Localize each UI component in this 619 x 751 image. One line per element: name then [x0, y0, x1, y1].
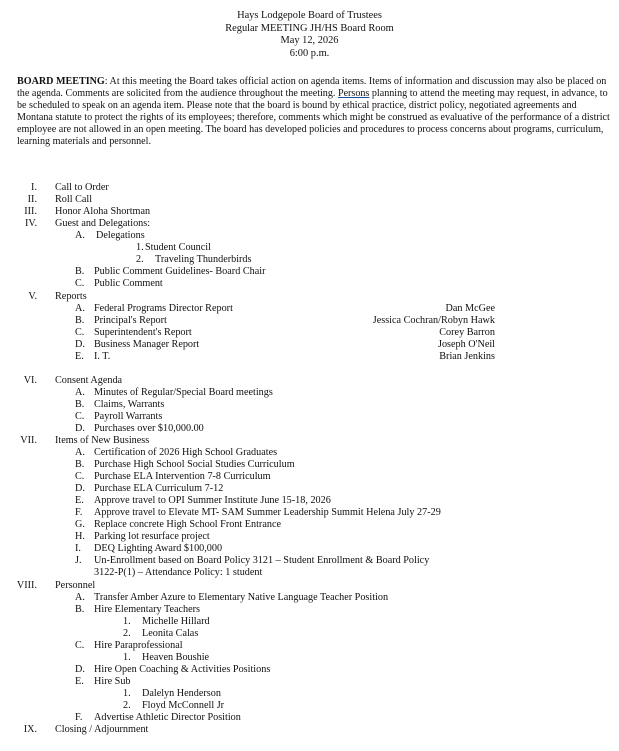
subitem-text: Michelle Hillard — [142, 616, 210, 627]
section-title: Reports — [55, 291, 87, 302]
item-letter: A. — [75, 447, 85, 458]
item-text: Superintendent's Report — [94, 327, 192, 338]
subitem-text: Leonita Calas — [142, 628, 199, 639]
subitem-number: 1. — [136, 242, 144, 253]
item-text: Un-Enrollment based on Board Policy 3121 – Student Enrollment & Board Policy — [94, 555, 430, 566]
item-text: Parking lot resurface project — [94, 531, 210, 542]
presenter-name: Brian Jenkins — [439, 351, 495, 362]
report-item — [0, 303, 619, 315]
item-letter: C. — [75, 411, 85, 422]
item-letter: B. — [75, 399, 85, 410]
board-meeting-statement — [17, 76, 615, 149]
item-letter: D. — [75, 339, 85, 350]
section-title: Closing / Adjournment — [55, 724, 149, 735]
section-number: VIII. — [16, 580, 37, 591]
item-text: Purchase ELA Curriculum 7-12 — [94, 483, 224, 494]
report-item — [0, 327, 619, 339]
board-meeting-label: BOARD MEETING — [17, 76, 105, 87]
section-number: III. — [24, 206, 37, 217]
section-number: VI. — [23, 375, 37, 386]
subitem-text: Heaven Boushie — [142, 652, 210, 663]
item-text: Hire Sub — [94, 676, 131, 687]
item-text-continued: 3122-P(1) – Attendance Policy: 1 student — [94, 567, 263, 578]
item-letter: H. — [75, 531, 85, 542]
item-letter: E. — [75, 676, 84, 687]
presenter-name: Jessica Cochran/Robyn Hawk — [372, 315, 495, 326]
item-letter: E. — [75, 351, 84, 362]
item-text: Certification of 2026 High School Graduates — [94, 447, 278, 458]
subitem-text: Floyd McConnell Jr — [142, 700, 225, 711]
item-letter: A. — [75, 230, 85, 241]
subitem-text: Student Council — [145, 242, 211, 253]
section-title: Guest and Delegations: — [55, 218, 151, 229]
subitem-number: 2. — [136, 254, 144, 265]
item-text: Approve travel to Elevate MT- SAM Summer Leadership Summit Helena July 27-29 — [94, 507, 441, 518]
subitem-text: Dalelyn Henderson — [142, 688, 221, 699]
item-text: Business Manager Report — [94, 339, 200, 350]
item-text: Transfer Amber Azure to Elementary Native Language Teacher Position — [94, 592, 389, 603]
presenter-name: Corey Barron — [439, 327, 495, 338]
statement-text-2: planning to attend the meeting may request, in advance, to be scheduled to speak on an agenda item. Please note that the board is bound by ethical practice, district policy, negotiated agreements and Montana statute to protect the rights of its employees; therefore, comments which might be construed as evaluative of the performance of a district employee are not allowed in an open meeting. The board has developed policies and procedures to process concerns about programs, curriculum, learning materials and personnel. — [17, 88, 610, 148]
item-letter: A. — [75, 387, 85, 398]
item-text: Approve travel to OPI Summer Institute June 15-18, 2026 — [94, 495, 331, 506]
item-text: Public Comment — [94, 278, 163, 289]
section-number: V. — [28, 291, 37, 302]
item-text: Hire Elementary Teachers — [94, 604, 201, 615]
persons-word: Persons — [337, 88, 370, 100]
item-letter: B. — [75, 459, 85, 470]
item-letter: B. — [75, 604, 85, 615]
subitem-number: 1. — [123, 652, 131, 663]
item-text: Replace concrete High School Front Entrance — [94, 519, 281, 530]
subitem-number: 2. — [123, 700, 131, 711]
item-text: Public Comment Guidelines- Board Chair — [94, 266, 266, 277]
presenter-name: Dan McGee — [445, 303, 495, 314]
board-name: Hays Lodgepole Board of Trustees — [237, 10, 382, 21]
section-number: II. — [27, 194, 37, 205]
item-text: Claims, Warrants — [94, 399, 165, 410]
item-letter: A. — [75, 303, 85, 314]
item-letter: B. — [75, 315, 85, 326]
subitem-number: 1. — [123, 616, 131, 627]
item-text: Principal's Report — [94, 315, 167, 326]
item-letter: D. — [75, 423, 85, 434]
item-letter: C. — [75, 327, 85, 338]
section-number: IV. — [25, 218, 37, 229]
item-text: Hire Paraprofessional — [94, 640, 183, 651]
report-item — [0, 351, 619, 363]
statement-text-1: : At this meeting the Board takes official action on agenda items. Items of information and discussion may also be placed on the agenda. Comments are solicited from the audience throughout the meeting. — [17, 76, 607, 100]
document-header — [0, 10, 619, 60]
item-letter: D. — [75, 483, 85, 494]
report-item — [0, 315, 619, 327]
section-title: Personnel — [55, 580, 96, 591]
section-number: I. — [31, 182, 37, 193]
item-text: Purchases over $10,000.00 — [94, 423, 204, 434]
section-title: Honor Aloha Shortman — [55, 206, 151, 217]
subitem-number: 2. — [123, 628, 131, 639]
item-letter: A. — [75, 592, 85, 603]
subitem-number: 1. — [123, 688, 131, 699]
item-letter: F. — [75, 507, 83, 518]
item-text: DEQ Lighting Award $100,000 — [94, 543, 223, 554]
item-letter: J. — [75, 555, 82, 566]
item-text: Payroll Warrants — [94, 411, 163, 422]
section-title: Roll Call — [55, 194, 93, 205]
item-letter: C. — [75, 278, 85, 289]
section-number: IX. — [23, 724, 37, 735]
item-letter: E. — [75, 495, 84, 506]
item-text: Purchase High School Social Studies Curriculum — [94, 459, 295, 470]
item-letter: I. — [75, 543, 81, 554]
item-letter: F. — [75, 712, 83, 723]
item-letter: C. — [75, 640, 85, 651]
subitem-text: Traveling Thunderbirds — [155, 254, 252, 265]
item-text: Federal Programs Director Report — [94, 303, 233, 314]
meeting-type-location: Regular MEETING JH/HS Board Room — [225, 22, 394, 34]
section-title: Items of New Business — [55, 435, 150, 446]
section-title: Call to Order — [55, 182, 109, 193]
item-letter: C. — [75, 471, 85, 482]
item-letter: G. — [75, 519, 85, 530]
item-text: Hire Open Coaching & Activities Positions — [94, 664, 271, 675]
item-text: Delegations — [96, 230, 145, 241]
item-letter: B. — [75, 266, 85, 277]
item-text: I. T. — [94, 351, 111, 362]
item-text: Minutes of Regular/Special Board meetings — [94, 387, 273, 398]
presenter-name: Joseph O'Neil — [437, 339, 495, 350]
meeting-date: May 12, 2026 — [280, 35, 339, 47]
item-text: Purchase ELA Intervention 7-8 Curriculum — [94, 471, 271, 482]
item-text: Advertise Athletic Director Position — [94, 712, 241, 723]
item-letter: D. — [75, 664, 85, 675]
section-title: Consent Agenda — [55, 375, 123, 386]
section-number: VII. — [20, 435, 37, 446]
meeting-time: 6:00 p.m. — [289, 47, 330, 59]
report-item — [0, 339, 619, 351]
